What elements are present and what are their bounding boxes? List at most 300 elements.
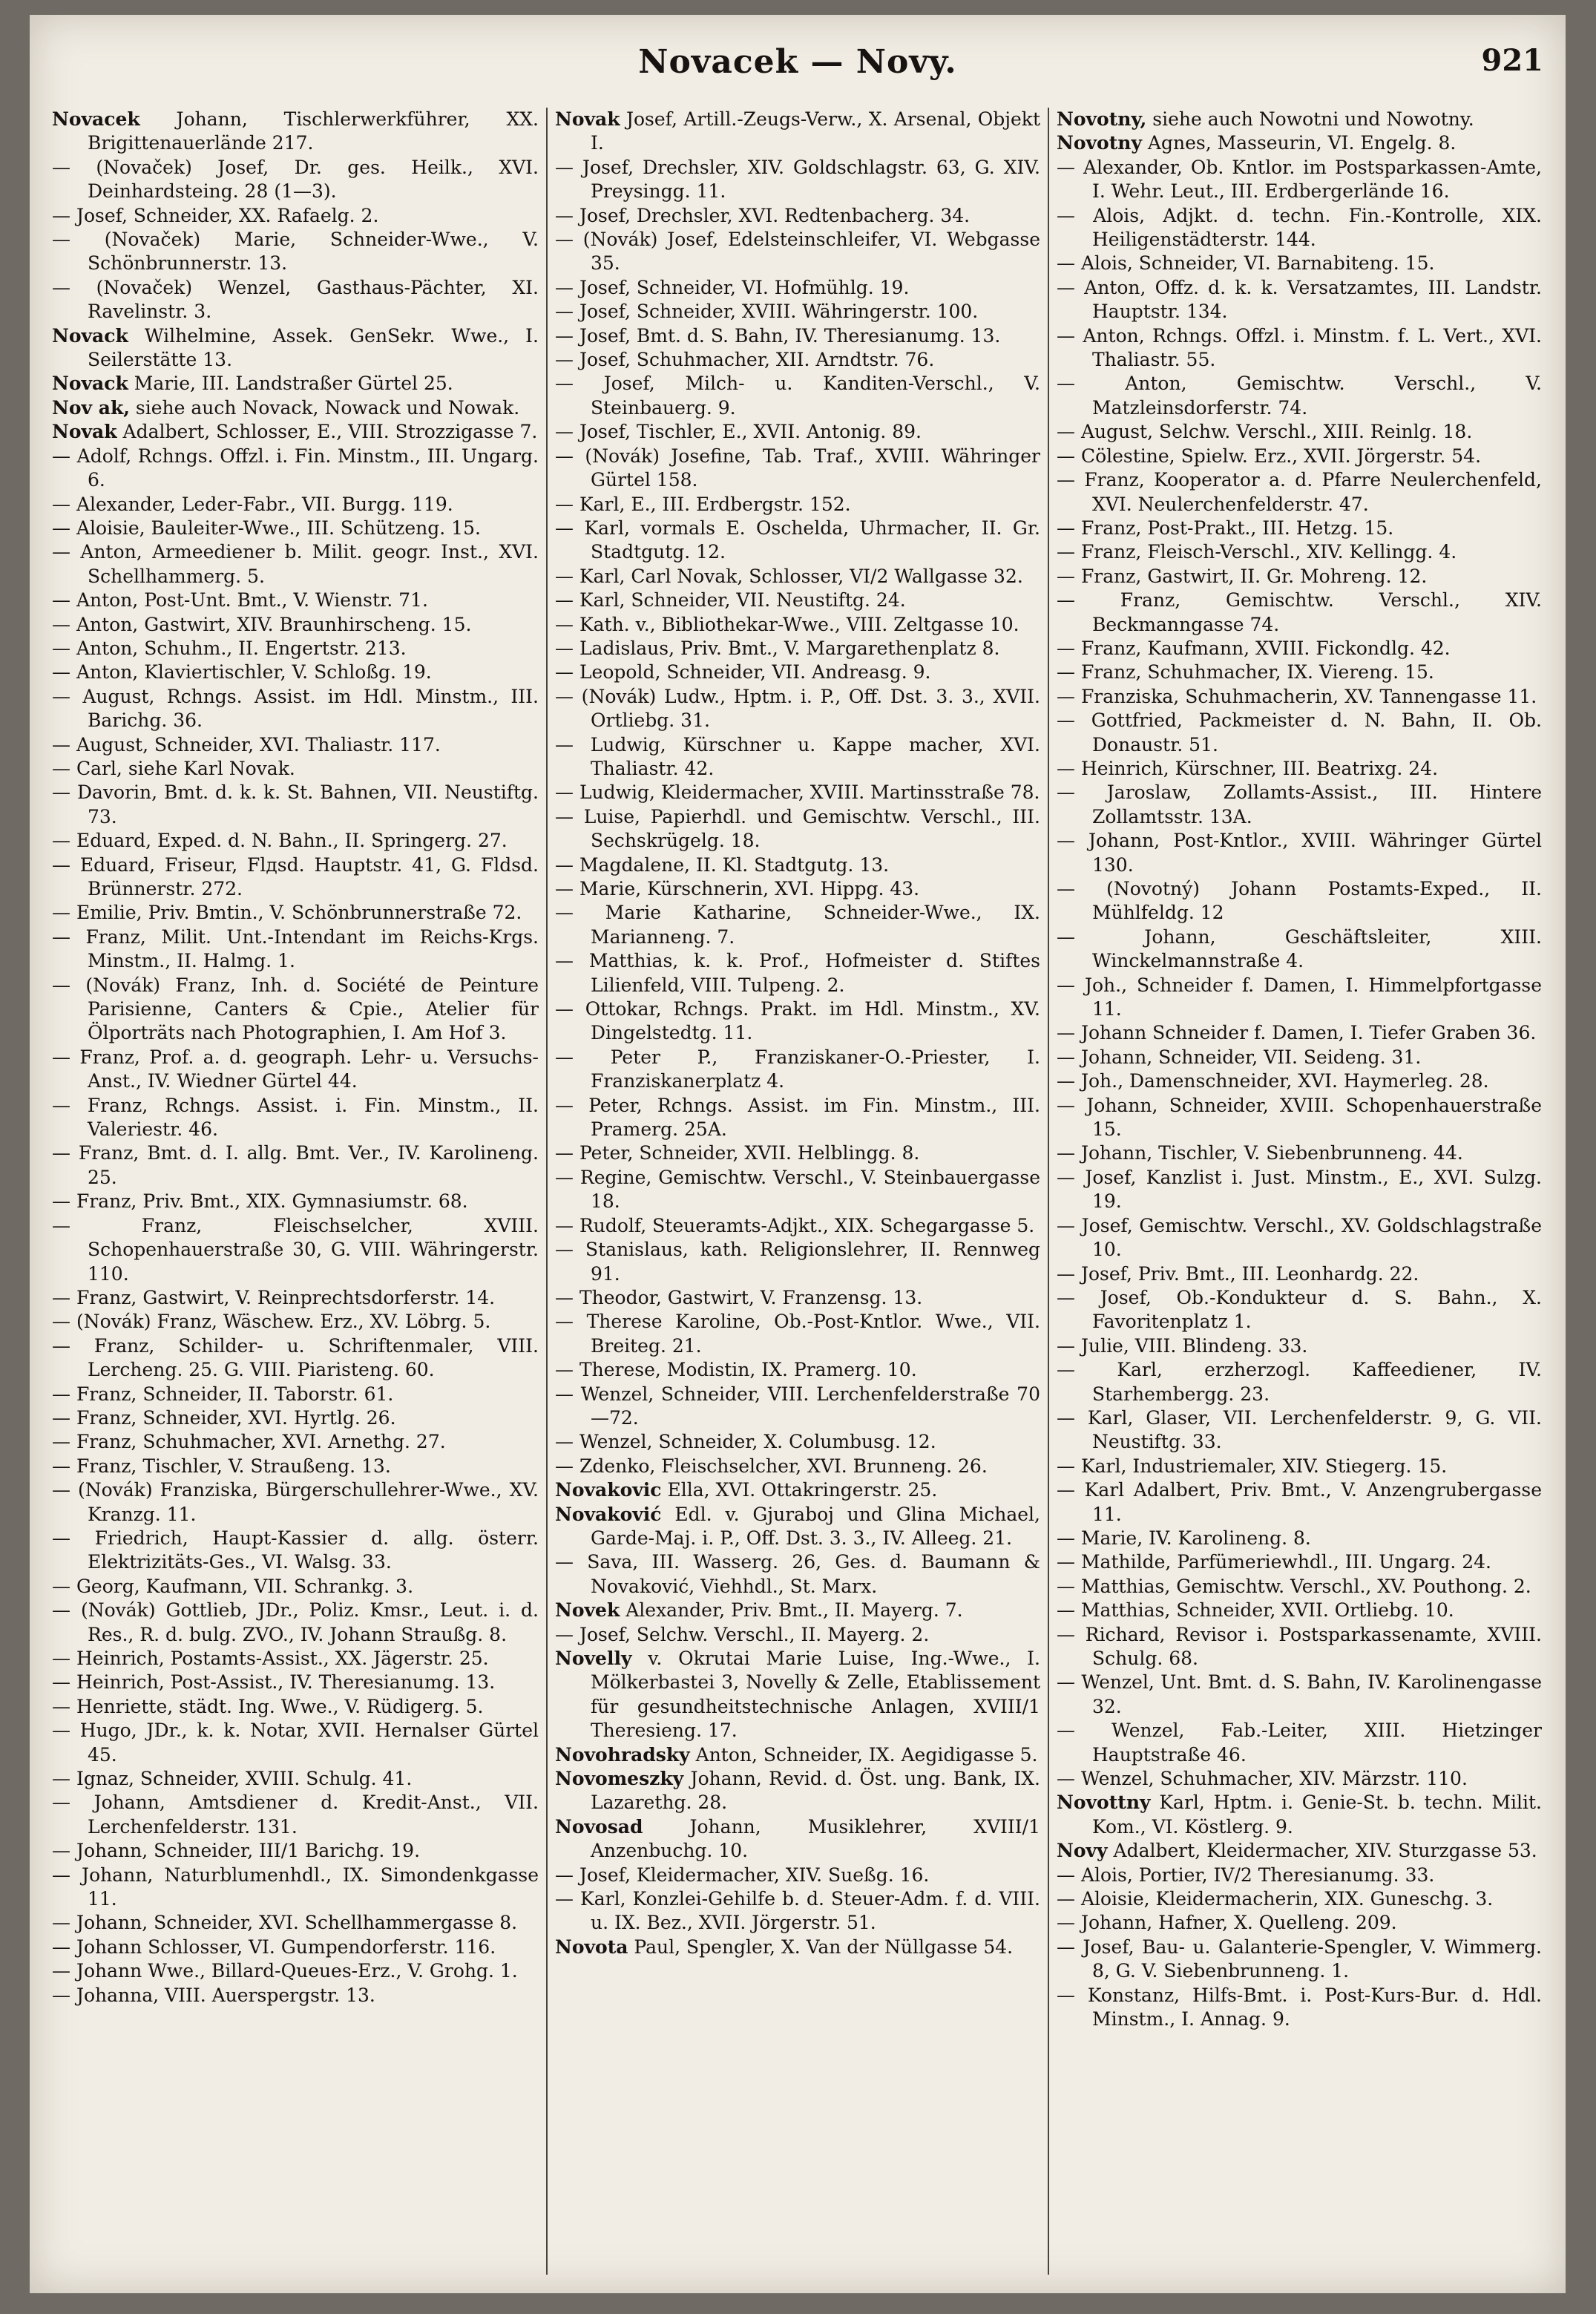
page-header [30, 43, 1566, 95]
entry-details: — (Novák) Franz, Inh. d. Société de Peinture Parisienne, Canters & Cpie., Atelier für Ölporträts nach Photographien, I. Am Hof 3. [52, 974, 539, 1044]
directory-entry [555, 1743, 1040, 1767]
directory-entry [52, 1695, 539, 1719]
entry-details: — Emilie, Priv. Bmtin., V. Schönbrunnerstraße 72. [52, 902, 522, 924]
entry-details: — Franz, Bmt. d. I. allg. Bmt. Ver., IV. Karolineng. 25. [52, 1142, 539, 1188]
directory-entry [555, 1094, 1040, 1142]
directory-entry [52, 829, 539, 853]
directory-entry [1057, 1936, 1542, 1984]
directory-entry [1057, 661, 1542, 684]
entry-details: — Franz, Schneider, XVI. Hyrtlg. 26. [52, 1406, 396, 1429]
entry-details: — Johann, Amtsdiener d. Kredit-Anst., VII. Lerchenfelderstr. 131. [52, 1792, 539, 1838]
entry-details: — Josef, Milch- u. Kanditen-Verschl., V. Steinbauerg. 9. [555, 373, 1040, 419]
entry-details: Josef, Artill.-Zeugs-Verw., X. Arsenal, Objekt I. [591, 108, 1040, 154]
entry-details: — Franziska, Schuhmacherin, XV. Tannengasse 11. [1057, 685, 1537, 707]
directory-entry [1057, 1839, 1542, 1863]
entry-details: — Karl, E., III. Erdbergstr. 152. [555, 493, 851, 515]
directory-entry [1057, 324, 1542, 373]
directory-entry [52, 1839, 539, 1863]
directory-entry [555, 156, 1040, 204]
entry-details: Anton, Schneider, IX. Aegidigasse 5. [689, 1743, 1038, 1766]
directory-entry [1057, 517, 1542, 540]
entry-surname: Novy [1057, 1840, 1108, 1862]
directory-entry [555, 1286, 1040, 1310]
directory-entry [1057, 420, 1542, 444]
directory-entry [52, 1911, 539, 1935]
entry-details: — (Novotný) Johann Postamts-Exped., II. Mühlfeldg. 12 [1057, 878, 1542, 924]
directory-entry [1057, 1406, 1542, 1455]
directory-entry [52, 1959, 539, 1983]
directory-entry [555, 637, 1040, 661]
directory-entry [52, 613, 539, 637]
directory-entry [555, 733, 1040, 781]
directory-entry [1057, 1864, 1542, 1887]
entry-details: — Marie, IV. Karolineng. 8. [1057, 1527, 1311, 1549]
entry-details: — Johann, Schneider, VII. Seideng. 31. [1057, 1046, 1422, 1068]
entry-surname: Novaković [555, 1503, 662, 1525]
directory-entry [555, 1815, 1040, 1864]
directory-entry [1057, 1623, 1542, 1671]
entry-details: — Karl, Industriemaler, XIV. Stiegerg. 15. [1057, 1455, 1448, 1477]
entry-details: — Josef, Schneider, XVIII. Währingerstr. 100. [555, 301, 979, 323]
directory-entry [1057, 445, 1542, 468]
directory-entry [52, 204, 539, 228]
entry-surname: Novakovic [555, 1479, 662, 1501]
entry-details: — Johann, Schneider, III/1 Barichg. 19. [52, 1840, 421, 1862]
directory-entry [1057, 1527, 1542, 1550]
directory-entry [52, 1527, 539, 1575]
entry-details: — Franz, Kaufmann, XVIII. Fickondlg. 42. [1057, 637, 1451, 659]
directory-entry [1057, 1286, 1542, 1334]
entry-details: Edl. v. Gjuraboj und Glina Michael, Garde-Maj. i. P., Off. Dst. 3. 3., IV. Alleeg. 21. [591, 1503, 1040, 1549]
directory-entry [555, 1864, 1040, 1887]
entry-surname: Novotny, [1057, 108, 1147, 130]
directory-entry [1057, 781, 1542, 829]
directory-entry [52, 1406, 539, 1430]
entry-details: — Johann, Schneider, XVI. Schellhammergasse 8. [52, 1912, 518, 1934]
directory-entry [1057, 829, 1542, 877]
entry-surname: Novack [52, 324, 128, 347]
entry-surname: Novak [555, 108, 620, 130]
directory-entry [52, 781, 539, 829]
entry-details: — Johann, Post-Kntlor., XVIII. Währinger Gürtel 130. [1057, 830, 1542, 876]
directory-entry [52, 1383, 539, 1406]
entry-details: — Anton, Klaviertischler, V. Schloßg. 19. [52, 661, 432, 684]
entry-details: — Franz, Prof. a. d. geograph. Lehr- u. Versuchs-Anst., IV. Wiedner Gürtel 44. [52, 1046, 539, 1092]
directory-entry [555, 445, 1040, 493]
directory-page [30, 15, 1566, 2293]
entry-details: — Franz, Post-Prakt., III. Hetzg. 15. [1057, 517, 1394, 539]
entry-details: — Josef, Drechsler, XVI. Redtenbacherg. 34. [555, 204, 971, 226]
column-left [45, 108, 546, 2275]
entry-details: — Johann, Naturblumenhdl., IX. Simondenkgasse 11. [52, 1864, 539, 1910]
entry-details: — Franz, Priv. Bmt., XIX. Gymnasiumstr. 68. [52, 1190, 468, 1213]
directory-entry [555, 877, 1040, 901]
entry-details: Johann, Tischlerwerkführer, XX. Brigittenauerlände 217. [88, 108, 539, 154]
entry-details: — Konstanz, Hilfs-Bmt. i. Post-Kurs-Bur. d. Hdl. Minstm., I. Annag. 9. [1057, 1984, 1542, 2031]
directory-entry [52, 445, 539, 493]
directory-entry [52, 1767, 539, 1791]
entry-details: — Adolf, Rchngs. Offzl. i. Fin. Minstm., III. Ungarg. 6. [52, 445, 539, 491]
entry-details: — Franz, Schilder- u. Schriftenmaler, VIII. Lercheng. 25. G. VIII. Piaristeng. 60. [52, 1334, 539, 1381]
directory-entry [555, 1141, 1040, 1165]
directory-entry [52, 1719, 539, 1767]
entry-surname: Novottny [1057, 1792, 1151, 1814]
entry-surname: Novak [52, 421, 117, 443]
entry-details: — Johann, Hafner, X. Quelleng. 209. [1057, 1912, 1397, 1934]
directory-entry [1057, 131, 1542, 155]
directory-entry [52, 733, 539, 757]
directory-entry [555, 276, 1040, 300]
entry-details: — Johann, Geschäftsleiter, XIII. Winckelmannstraße 4. [1057, 925, 1542, 972]
directory-entry [1057, 925, 1542, 974]
directory-entry [555, 781, 1040, 804]
directory-entry [555, 1238, 1040, 1286]
directory-entry [52, 156, 539, 204]
entry-details: — Karl Adalbert, Priv. Bmt., V. Anzengrubergasse 11. [1057, 1479, 1542, 1525]
entry-details: — Franz, Fleisch-Verschl., XIV. Kellingg. 4. [1057, 541, 1457, 563]
entry-details: — Johanna, VIII. Auerspergstr. 13. [52, 1984, 375, 2006]
entry-details: — Franz, Gemischtw. Verschl., XIV. Beckmanngasse 74. [1057, 589, 1542, 635]
entry-details: — Franz, Schneider, II. Taborstr. 61. [52, 1383, 394, 1405]
entry-surname: Novosad [555, 1815, 643, 1838]
entry-details: — Josef, Gemischtw. Verschl., XV. Goldschlagstraße 10. [1057, 1214, 1542, 1261]
directory-entry [1057, 1166, 1542, 1214]
entry-details: — Wenzel, Schuhmacher, XIV. Märzstr. 110. [1057, 1768, 1468, 1790]
entry-details: — (Novák) Ludw., Hptm. i. P., Off. Dst. 3. 3., XVII. Ortliebg. 31. [555, 685, 1040, 732]
entry-details: — Wenzel, Schneider, VIII. Lerchenfelderstraße 70—72. [555, 1383, 1040, 1429]
entry-details: — Anton, Post-Unt. Bmt., V. Wienstr. 71. [52, 589, 428, 612]
entry-details: — (Novák) Josefine, Tab. Traf., XVIII. Währinger Gürtel 158. [555, 445, 1040, 491]
directory-entry [1057, 1094, 1542, 1142]
directory-entry [1057, 204, 1542, 252]
entry-details: — Franz, Tischler, V. Straußeng. 13. [52, 1455, 391, 1477]
directory-entry [555, 1455, 1040, 1478]
entry-surname: Novacek [52, 108, 140, 130]
directory-entry [1057, 974, 1542, 1022]
directory-entry [555, 372, 1040, 420]
directory-entry [52, 974, 539, 1046]
directory-entry [1057, 372, 1542, 420]
entry-surname: Novota [555, 1936, 628, 1958]
directory-entry [555, 1214, 1040, 1238]
directory-entry [52, 1478, 539, 1527]
entry-details: — Marie, Kürschnerin, XVI. Hippg. 43. [555, 878, 920, 899]
entry-details: — Karl, vormals E. Oschelda, Uhrmacher, II. Gr. Stadtgutg. 12. [555, 517, 1040, 563]
entry-details: — Matthias, Schneider, XVII. Ortliebg. 10. [1057, 1599, 1454, 1622]
entry-details: — Marie Katharine, Schneider-Wwe., IX. Marianneng. 7. [555, 902, 1040, 948]
entry-details: — Ignaz, Schneider, XVIII. Schulg. 41. [52, 1768, 413, 1790]
directory-entry [1057, 1021, 1542, 1045]
entry-details: — Karl, erzherzogl. Kaffeediener, IV. Starhembergg. 23. [1057, 1359, 1542, 1405]
directory-entry [52, 540, 539, 589]
directory-entry [1057, 877, 1542, 925]
directory-entry [555, 1310, 1040, 1358]
entry-details: v. Okrutai Marie Luise, Ing.-Wwe., I. Mölkerbastei 3, Novelly & Zelle, Etablissement für gesundheitstechnische Anlagen, XVIII/1 Theresieng. 17. [591, 1648, 1040, 1742]
entry-details: — Rudolf, Steueramts-Adjkt., XIX. Schegargasse 5. [555, 1214, 1035, 1236]
entry-details: — Hugo, JDr., k. k. Notar, XVII. Hernalser Gürtel 45. [52, 1720, 539, 1766]
directory-entry [52, 901, 539, 925]
entry-surname: Novohradsky [555, 1743, 690, 1766]
entry-details: — Karl, Konzlei-Gehilfe b. d. Steuer-Adm. f. d. VIII. u. IX. Bez., XVII. Jörgerstr. 51. [555, 1888, 1040, 1934]
directory-entry [1057, 1599, 1542, 1622]
entry-details: Agnes, Masseurin, VI. Engelg. 8. [1141, 132, 1457, 154]
directory-entry [52, 1599, 539, 1647]
directory-entry [52, 1575, 539, 1599]
page-number: 921 [1481, 43, 1543, 78]
entry-details: — Anton, Armeediener b. Milit. geogr. Inst., XVI. Schellhammerg. 5. [52, 541, 539, 587]
entry-details: Paul, Spengler, X. Van der Nüllgasse 54. [628, 1936, 1014, 1958]
entry-details: — Alexander, Leder-Fabr., VII. Burgg. 119. [52, 493, 453, 515]
directory-entry [1057, 156, 1542, 204]
entry-details: — Karl, Carl Novak, Schlosser, VI/2 Wallgasse 32. [555, 565, 1023, 587]
entry-details: — Josef, Priv. Bmt., III. Leonhardg. 22. [1057, 1262, 1419, 1285]
entry-details: siehe auch Novack, Nowack und Nowak. [129, 396, 520, 419]
directory-entry [555, 517, 1040, 565]
directory-entry [1057, 1719, 1542, 1767]
directory-columns [45, 108, 1551, 2275]
directory-entry [52, 1094, 539, 1142]
directory-entry [555, 1046, 1040, 1094]
entry-details: — Sava, III. Wasserg. 26, Ges. d. Baumann & Novaković, Viehhdl., St. Marx. [555, 1551, 1040, 1597]
column-right [1048, 108, 1549, 2275]
entry-details: — Carl, siehe Karl Novak. [52, 757, 295, 779]
directory-entry [1057, 709, 1542, 757]
directory-entry [1057, 1791, 1542, 1839]
directory-entry [1057, 589, 1542, 637]
entry-details: — Franz, Gastwirt, II. Gr. Mohreng. 12. [1057, 565, 1428, 587]
entry-details: — Wenzel, Unt. Bmt. d. S. Bahn, IV. Karolinengasse 32. [1057, 1671, 1542, 1717]
directory-entry [52, 925, 539, 974]
directory-entry [52, 1046, 539, 1094]
entry-details: — Ludwig, Kürschner u. Kappe macher, XVI. Thaliastr. 42. [555, 733, 1040, 779]
directory-entry [555, 1166, 1040, 1214]
directory-entry [1057, 685, 1542, 709]
directory-entry [1057, 565, 1542, 589]
entry-details: — Johann Schlosser, VI. Gumpendorferstr. 116. [52, 1936, 496, 1958]
entry-details: — August, Rchngs. Assist. im Hdl. Minstm., III. Barichg. 36. [52, 685, 539, 732]
entry-details: — Friedrich, Haupt-Kassier d. allg. österr. Elektrizitäts-Ges., VI. Walsg. 33. [52, 1527, 539, 1573]
entry-details: — Josef, Bmt. d. S. Bahn, IV. Theresianumg. 13. [555, 324, 1001, 347]
directory-entry [555, 565, 1040, 589]
entry-details: — Davorin, Bmt. d. k. k. St. Bahnen, VII. Neustiftg. 73. [52, 781, 539, 827]
directory-entry [52, 661, 539, 684]
entry-details: — (Novák) Franziska, Bürgerschullehrer-Wwe., XV. Kranzg. 11. [52, 1479, 539, 1525]
entry-details: — Joh., Schneider f. Damen, I. Himmelpfortgasse 11. [1057, 974, 1542, 1020]
entry-details: — Josef, Schneider, XX. Rafaelg. 2. [52, 204, 379, 226]
directory-entry [1057, 1141, 1542, 1165]
entry-details: — Eduard, Exped. d. N. Bahn., II. Springerg. 27. [52, 830, 508, 852]
entry-details: — Alois, Schneider, VI. Barnabiteng. 15. [1057, 252, 1435, 275]
entry-details: — Josef, Kleidermacher, XIV. Sueßg. 16. [555, 1864, 930, 1886]
directory-entry [52, 1334, 539, 1383]
entry-details: — Franz, Fleischselcher, XVIII. Schopenhauerstraße 30, G. VIII. Währingerstr. 110. [52, 1214, 539, 1285]
entry-surname: Novack [52, 373, 128, 395]
entry-details: — Anton, Schuhm., II. Engertstr. 213. [52, 637, 407, 659]
entry-details: — Heinrich, Postamts-Assist., XX. Jägerstr. 25. [52, 1648, 489, 1669]
directory-entry [555, 613, 1040, 637]
entry-details: — (Novák) Josef, Edelsteinschleifer, VI. Webgasse 35. [555, 229, 1040, 275]
entry-details: — Matthias, Gemischtw. Verschl., XV. Pouthong. 2. [1057, 1575, 1531, 1597]
directory-entry [555, 348, 1040, 372]
entry-details: — Wenzel, Fab.-Leiter, XIII. Hietzinger Hauptstraße 46. [1057, 1720, 1542, 1766]
directory-entry [1057, 1575, 1542, 1599]
directory-entry [555, 805, 1040, 853]
running-title: Novacek — Novy. [638, 43, 957, 81]
directory-entry [555, 228, 1040, 276]
entry-details: — Peter P., Franziskaner-O.-Priester, I. Franziskanerplatz 4. [555, 1046, 1040, 1092]
directory-entry [52, 1286, 539, 1310]
directory-entry [1057, 540, 1542, 564]
entry-details: Adalbert, Kleidermacher, XIV. Sturzgasse 53. [1107, 1840, 1537, 1862]
column-middle [546, 108, 1048, 2275]
entry-details: — (Novák) Gottlieb, JDr., Poliz. Kmsr., Leut. i. d. Res., R. d. bulg. ZVO., IV. Johann Straußg. 8. [52, 1599, 539, 1645]
directory-entry [52, 1190, 539, 1213]
entry-details: — (Novaček) Wenzel, Gasthaus-Pächter, XI. Ravelinstr. 3. [52, 276, 539, 323]
directory-entry [1057, 1887, 1542, 1911]
entry-details: — Karl, Glaser, VII. Lerchenfelderstr. 9, G. VII. Neustiftg. 33. [1057, 1406, 1542, 1453]
entry-details: — Alexander, Ob. Kntlor. im Postsparkassen-Amte, I. Wehr. Leut., III. Erdbergerlände 16. [1057, 156, 1542, 203]
directory-entry [1057, 252, 1542, 275]
entry-details: — Magdalene, II. Kl. Stadtgutg. 13. [555, 853, 890, 876]
entry-details: — Cölestine, Spielw. Erz., XVII. Jörgerstr. 54. [1057, 445, 1482, 467]
entry-details: — Franz, Gastwirt, V. Reinprechtsdorferstr. 14. [52, 1286, 496, 1308]
entry-details: — Franz, Milit. Unt.-Intendant im Reichs-Krgs. Minstm., II. Halmg. 1. [52, 925, 539, 972]
entry-details: — Richard, Revisor i. Postsparkassenamte, XVIII. Schulg. 68. [1057, 1623, 1542, 1669]
entry-details: — Mathilde, Parfümeriewhdl., III. Ungarg. 24. [1057, 1551, 1491, 1573]
entry-details: — Zdenko, Fleischselcher, XVI. Brunneng. 26. [555, 1455, 988, 1477]
directory-entry [1057, 276, 1542, 324]
entry-details: — Josef, Drechsler, XIV. Goldschlagstr. 63, G. XIV. Preysingg. 11. [555, 156, 1040, 203]
entry-details: — Therese, Modistin, IX. Pramerg. 10. [555, 1359, 917, 1381]
directory-entry [52, 685, 539, 733]
directory-entry [555, 1599, 1040, 1622]
directory-entry [1057, 1984, 1542, 2032]
entry-details: — Johann Schneider f. Damen, I. Tiefer Graben 36. [1057, 1022, 1537, 1044]
directory-entry [52, 420, 539, 444]
entry-details: — August, Selchw. Verschl., XIII. Reinlg. 18. [1057, 421, 1473, 443]
entry-details: — Anton, Gastwirt, XIV. Braunhirscheng. 15. [52, 613, 472, 635]
entry-details: — Regine, Gemischtw. Verschl., V. Steinbauergasse 18. [555, 1166, 1040, 1213]
directory-entry [1057, 108, 1542, 131]
entry-details: — Franz, Kooperator a. d. Pfarre Neulerchenfeld, XVI. Neulerchenfelderstr. 47. [1057, 469, 1542, 515]
directory-entry [1057, 468, 1542, 517]
directory-entry [52, 1984, 539, 2007]
entry-surname: Novelly [555, 1648, 632, 1669]
entry-details: — Johann, Tischler, V. Siebenbrunneng. 44. [1057, 1142, 1463, 1164]
directory-entry [1057, 1671, 1542, 1719]
entry-details: — Eduard, Friseur, Flдsd. Hauptstr. 41, G. Fldsd. Brünnerstr. 272. [52, 853, 539, 899]
directory-entry [555, 204, 1040, 228]
entry-details: — Peter, Schneider, XVII. Helblingg. 8. [555, 1142, 920, 1164]
entry-details: siehe auch Nowotni und Nowotny. [1146, 108, 1474, 130]
entry-details: — Josef, Schneider, VI. Hofmühlg. 19. [555, 276, 910, 298]
directory-entry [52, 637, 539, 661]
entry-details: — Franz, Rchngs. Assist. i. Fin. Minstm., II. Valeriestr. 46. [52, 1094, 539, 1141]
entry-details: — (Novaček) Josef, Dr. ges. Heilk., XVI. Deinhardsteing. 28 (1—3). [52, 156, 539, 203]
directory-entry [52, 1455, 539, 1478]
directory-entry [52, 372, 539, 396]
directory-entry [555, 1887, 1040, 1936]
directory-entry [555, 1358, 1040, 1382]
directory-entry [555, 1767, 1040, 1815]
directory-entry [555, 853, 1040, 877]
directory-entry [1057, 637, 1542, 661]
directory-entry [52, 589, 539, 612]
directory-entry [52, 1214, 539, 1286]
directory-entry [52, 1141, 539, 1190]
entry-details: Adalbert, Schlosser, E., VIII. Strozzigasse 7. [116, 421, 538, 443]
entry-details: Johann, Musiklehrer, XVIII/1 Anzenbuchg. 10. [591, 1815, 1040, 1862]
directory-entry [555, 901, 1040, 949]
directory-entry [52, 1647, 539, 1671]
directory-entry [555, 300, 1040, 324]
directory-entry [52, 493, 539, 517]
directory-entry [1057, 1478, 1542, 1527]
directory-entry [555, 1503, 1040, 1551]
entry-details: — Jaroslaw, Zollamts-Assist., III. Hintere Zollamtsstr. 13A. [1057, 781, 1542, 827]
entry-details: — Kath. v., Bibliothekar-Wwe., VIII. Zeltgasse 10. [555, 613, 1019, 635]
entry-details: — Gottfried, Packmeister d. N. Bahn, II. Ob. Donaustr. 51. [1057, 709, 1542, 756]
entry-details: — Ladislaus, Priv. Bmt., V. Margarethenplatz 8. [555, 637, 1000, 659]
entry-details: — Josef, Schuhmacher, XII. Arndtstr. 76. [555, 349, 935, 371]
directory-entry [555, 324, 1040, 348]
directory-entry [1057, 1046, 1542, 1069]
directory-entry [1057, 1767, 1542, 1791]
entry-details: — (Novaček) Marie, Schneider-Wwe., V. Schönbrunnerstr. 13. [52, 229, 539, 275]
directory-entry [555, 1550, 1040, 1599]
directory-entry [555, 1936, 1040, 1959]
directory-entry [555, 589, 1040, 612]
entry-details: — Anton, Offz. d. k. k. Versatzamtes, III. Landstr. Hauptstr. 134. [1057, 276, 1542, 323]
entry-details: — Ludwig, Kleidermacher, XVIII. Martinsstraße 78. [555, 781, 1040, 804]
entry-details: — Peter, Rchngs. Assist. im Fin. Minstm., III. Pramerg. 25A. [555, 1094, 1040, 1141]
directory-entry [555, 1647, 1040, 1743]
entry-details: — Josef, Tischler, E., XVII. Antonig. 89. [555, 421, 922, 443]
entry-details: Marie, III. Landstraßer Gürtel 25. [128, 373, 453, 395]
directory-entry [1057, 1455, 1542, 1478]
entry-details: — Julie, VIII. Blindeng. 33. [1057, 1334, 1308, 1357]
entry-details: — Franz, Schuhmacher, IX. Viereng. 15. [1057, 661, 1434, 684]
entry-details: — Joh., Damenschneider, XVI. Haymerleg. 28. [1057, 1070, 1489, 1092]
entry-details: — Heinrich, Kürschner, III. Beatrixg. 24. [1057, 757, 1439, 779]
entry-details: — Theodor, Gastwirt, V. Franzensg. 13. [555, 1286, 923, 1308]
entry-details: — Wenzel, Schneider, X. Columbusg. 12. [555, 1431, 936, 1453]
entry-details: — Aloisie, Bauleiter-Wwe., III. Schützeng. 15. [52, 517, 481, 539]
directory-entry [52, 1430, 539, 1454]
entry-details: — Anton, Gemischtw. Verschl., V. Matzleinsdorferstr. 74. [1057, 373, 1542, 419]
directory-entry [52, 1671, 539, 1694]
directory-entry [555, 1383, 1040, 1431]
directory-entry [555, 997, 1040, 1046]
entry-details: — Matthias, k. k. Prof., Hofmeister d. Stiftes Lilienfeld, VIII. Tulpeng. 2. [555, 950, 1040, 996]
entry-details: — Stanislaus, kath. Religionslehrer, II. Rennweg 91. [555, 1239, 1040, 1285]
entry-details: Wilhelmine, Assek. GenSekr. Wwe., I. Seilerstätte 13. [88, 324, 539, 371]
entry-details: — Josef, Kanzlist i. Just. Minstm., E., XVI. Sulzg. 19. [1057, 1166, 1542, 1213]
directory-entry [1057, 1358, 1542, 1406]
directory-entry [555, 1623, 1040, 1647]
directory-entry [555, 1430, 1040, 1454]
entry-details: — Henriette, städt. Ing. Wwe., V. Rüdigerg. 5. [52, 1695, 484, 1717]
entry-details: — Alois, Portier, IV/2 Theresianumg. 33. [1057, 1864, 1435, 1886]
directory-entry [1057, 757, 1542, 781]
directory-entry [555, 493, 1040, 517]
directory-entry [52, 1936, 539, 1959]
entry-details: — Anton, Rchngs. Offzl. i. Minstm. f. L. Vert., XVI. Thaliastr. 55. [1057, 324, 1542, 371]
directory-entry [52, 276, 539, 324]
entry-details: — Ottokar, Rchngs. Prakt. im Hdl. Minstm., XV. Dingelstedtg. 11. [555, 998, 1040, 1044]
directory-entry [1057, 1911, 1542, 1935]
directory-entry [1057, 1262, 1542, 1286]
